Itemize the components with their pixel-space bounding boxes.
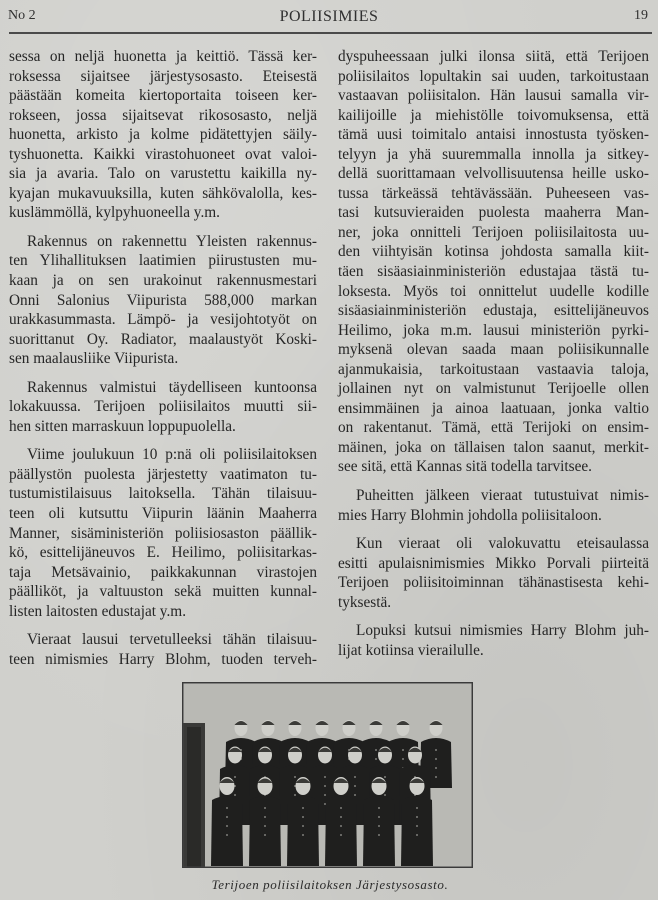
right-column	[338, 47, 649, 669]
text-line: taja Metsävainio, paikkakunnan virastojen	[9, 563, 317, 581]
page-number: 19	[634, 8, 648, 23]
uniform-button	[435, 758, 437, 760]
uniform-button	[378, 807, 380, 809]
uniform-button	[324, 803, 326, 805]
uniform-button	[435, 749, 437, 751]
text-line: ajanmukaisia, tarkoitustaan vastaavia taloja,	[338, 360, 649, 378]
text-line: see sitä, että Kannas sitä todella tarvitsee.	[338, 458, 593, 476]
text-line: Manner, sisäministeriön poliisiosaston päällik-	[9, 524, 317, 542]
uniform-button	[226, 816, 228, 818]
uniform-button	[264, 816, 266, 818]
paragraph	[338, 534, 649, 612]
text-line: tustumistilaisuus laitoksella. Tähän tilaisuu-	[9, 485, 317, 503]
uniform-button	[302, 825, 304, 827]
uniform-button	[226, 807, 228, 809]
uniform-button	[340, 816, 342, 818]
uniform-button	[384, 776, 386, 778]
person-body	[401, 796, 433, 866]
paragraph	[9, 47, 317, 223]
journal-title: POLIISIMIES	[279, 8, 379, 25]
uniform-button	[416, 816, 418, 818]
text-line: Terijoen poliisitoiminnan tähänastisesta kehi-	[338, 574, 649, 592]
uniform-button	[340, 807, 342, 809]
text-line: Vieraat lausui tervetulleeksi tähän tilaisuu-	[27, 631, 317, 649]
text-line: kyajan mukavuuksilla, kuten sähkövalolla, kes-	[9, 184, 317, 202]
uniform-button	[354, 776, 356, 778]
uniform-button	[294, 776, 296, 778]
uniform-button	[302, 807, 304, 809]
paragraph	[9, 630, 317, 669]
uniform-button	[324, 785, 326, 787]
uniform-button	[302, 834, 304, 836]
text-line: tussa tärkeässä tehtävässään. Puheeseen vas-	[338, 184, 649, 202]
text-line: teen nimismies Harry Blohm, tuoden terveh-	[9, 650, 317, 668]
text-line: dellä suorittamaan velvollisuutensa heille usko-	[338, 165, 649, 183]
text-line: suorittanut Oy. Radiator, maalaustyöt Koski-	[9, 330, 317, 348]
text-line: kailijoille ja miehistölle toivomuksensa, että	[338, 106, 649, 124]
text-line: ten Ylihallituksen laatimien piirustusten mu-	[9, 252, 317, 270]
uniform-button	[234, 776, 236, 778]
text-line: Puheitten jälkeen vieraat tutustuivat nimis-	[356, 487, 649, 505]
text-line: Rakennus valmistui täydelliseen kuntoonsa	[27, 378, 317, 396]
uniform-button	[416, 807, 418, 809]
text-line: tyksestä.	[338, 593, 392, 611]
text-line: päälliköt, ja valtuuston sekä muitten kunnal-	[9, 583, 317, 601]
text-line: mäinen, joka on tällaisen talon saanut, merkit-	[338, 438, 649, 456]
text-line: tasi kutsuvieraiden puolesta maaherra Man-	[338, 204, 649, 222]
text-line: esitti apulaisnimismies Mikko Porvali piirteitä	[338, 554, 649, 572]
paragraph	[338, 47, 649, 477]
text-line: on rakentanut. Tämä, että Terijoki on ensim-	[338, 419, 649, 437]
text-line: Onni Salonius Viipurista 588,000 markan	[9, 291, 317, 309]
text-line: sessa on neljä huonetta ja keittiö. Tässä ker-	[9, 48, 317, 65]
uniform-button	[226, 825, 228, 827]
issue-number: No 2	[8, 8, 36, 23]
text-line: mies Harry Blohmin johdolla poliisitaloon.	[338, 506, 602, 524]
uniform-button	[324, 776, 326, 778]
person-body	[325, 796, 357, 866]
header-rule	[9, 32, 652, 34]
text-line: lijat kotiinsa vierailulle.	[338, 641, 484, 659]
uniform-button	[302, 816, 304, 818]
text-line: sen maalausliike Viipurista.	[9, 350, 179, 368]
text-line: huonetta, arkisto ja kolme pidätettyjen säily-	[9, 126, 317, 144]
uniform-button	[234, 794, 236, 796]
photo-caption: Terijoen poliisilaitoksen Järjestysosasto.	[211, 877, 449, 892]
paragraph	[9, 232, 317, 369]
paragraph	[338, 486, 649, 525]
text-line: loksesta. Myös toi onnittelut uudelle kodille	[338, 282, 649, 300]
uniform-button	[340, 834, 342, 836]
person-body	[363, 796, 395, 866]
person-body	[249, 796, 281, 866]
text-line: vastaavan poliisitalon. Hän lausui samalla vir-	[338, 87, 649, 105]
uniform-button	[416, 834, 418, 836]
uniform-button	[264, 807, 266, 809]
text-line: dyspuheessaan julki ilonsa siitä, että Terijoen	[338, 48, 649, 65]
uniform-button	[340, 825, 342, 827]
text-line: kaan ja on sen urakoinut rakennusmestari	[9, 272, 317, 290]
text-line: ensimmäinen ja ainoa laatuaan, jonka valtio	[338, 399, 649, 417]
uniform-button	[378, 825, 380, 827]
uniform-button	[378, 816, 380, 818]
text-line: Kun vieraat oli valokuvattu eteisaulassa	[356, 535, 649, 553]
text-line: Rakennus on rakennettu Yleisten rakennus-	[27, 232, 317, 250]
text-line: päästään komeita kiertoportaita toiseen ker-	[9, 87, 317, 105]
text-line: listen laitosten edustajat y.m.	[9, 602, 187, 620]
text-line: sisäasiainministeriön edustaja, esittelijäneuvos	[338, 302, 649, 320]
text-line: rokseen, jossa sijaitsevat rikososasto, neljä	[9, 106, 317, 124]
text-line: roksessa sijaitsee järjestysosasto. Eteisestä	[9, 67, 317, 85]
left-column	[9, 47, 317, 678]
group-photo-image	[183, 683, 472, 867]
text-line: kö, esittelijäneuvos E. Heilimo, poliisitarkas-	[9, 544, 317, 562]
uniform-button	[435, 767, 437, 769]
paragraph	[338, 621, 649, 660]
uniform-button	[264, 834, 266, 836]
paragraph	[9, 445, 317, 621]
text-line: jollainen nyt on valmistunut Terijoelle ollen	[338, 380, 649, 398]
uniform-button	[435, 776, 437, 778]
text-line: hen sitten marraskuun loppupuolella.	[9, 417, 236, 435]
text-line: teen oli kutsuttu Viipurin läänin Maaherra	[9, 505, 317, 523]
uniform-button	[378, 834, 380, 836]
text-line: tämä uusi toimitalo antaisi innostusta työsken-	[338, 126, 649, 144]
group-photo	[182, 682, 473, 868]
text-line: kuslämmöllä, kylpyhuoneella y.m.	[9, 204, 221, 222]
text-line: sia ja avaria. Talo on varustettu kaikilla ny-	[9, 165, 317, 183]
text-line: poliisilaitos lopultakin sai uuden, tarkoitustaan	[338, 67, 649, 85]
text-line: päällystön puolesta järjestetty vaatimaton tu-	[9, 465, 317, 483]
text-line: Lopuksi kutsui nimismies Harry Blohm juh-	[356, 622, 649, 640]
uniform-button	[354, 794, 356, 796]
uniform-button	[324, 794, 326, 796]
person-body	[211, 796, 243, 866]
text-line: Heilimo, joka m.m. lausui ministeriön pyrki-	[338, 321, 649, 339]
uniform-button	[375, 758, 377, 760]
uniform-button	[264, 825, 266, 827]
uniform-button	[226, 834, 228, 836]
text-line: telyyn ja yhä suuremmalla innolla ja sitkey-	[338, 145, 649, 163]
text-line: myksenä olevan saada maan poliisikunnalle	[338, 341, 649, 359]
page-header	[8, 8, 650, 28]
text-line: ner, joka onnitteli Terijoen poliisilaitosta uu-	[338, 223, 649, 241]
text-line: urakkasummasta. Lämpö- ja vesijohtotyöt on	[9, 311, 317, 329]
paragraph	[9, 378, 317, 437]
uniform-button	[416, 825, 418, 827]
uniform-button	[402, 758, 404, 760]
text-line: täen sisäasiainministeriön edustajaa tästä tu-	[338, 263, 649, 281]
uniform-button	[384, 794, 386, 796]
uniform-button	[294, 794, 296, 796]
person-body	[287, 796, 319, 866]
uniform-button	[402, 749, 404, 751]
door	[187, 727, 201, 867]
uniform-button	[354, 785, 356, 787]
text-line: lokakuussa. Terijoen poliisilaitos muutti sii-	[9, 398, 317, 416]
text-line: den viihtyisän kotinsa johdosta samalla kiit-	[338, 243, 649, 261]
text-line: tyshuonetta. Kaikki virastohuoneet ovat valoi-	[9, 145, 317, 163]
text-line: Viime joulukuun 10 p:nä oli poliisilaitoksen	[27, 446, 317, 464]
uniform-button	[375, 749, 377, 751]
